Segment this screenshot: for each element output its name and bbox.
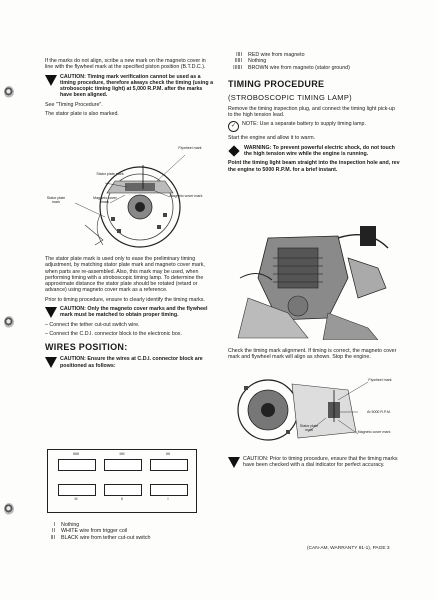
check-alignment-text: Check the timing mark alignment. If timing is correct, the magneto cover mark and flywheel mark will align as shown. Stop the engine. [228, 348, 397, 361]
caution-text: CAUTION: Timing mark verification cannot be used as a timing procedure, therefore always check the timing (using a stroboscopic timing light) at 5,000 R.P.M. after the marks have been aligned. [60, 73, 214, 99]
page-footer: (CAN-AM, WARRANTY 81-1), PAGE 3 [307, 546, 390, 551]
warning-icon [228, 145, 239, 156]
slot-label: IIIII [119, 452, 125, 456]
slot-label: II [121, 497, 123, 501]
caution-icon [45, 75, 57, 86]
timing-procedure-heading: TIMING PROCEDURE [228, 78, 325, 89]
slot-label: III [74, 497, 78, 501]
flywheel-mark-label-2: Flywheel mark [368, 378, 392, 382]
at-5000-rpm-label: At 5000 R.P.M. [367, 410, 391, 414]
note-text: NOTE: Use a separate battery to supply timing lamp. [242, 121, 366, 128]
connector-slot [104, 484, 142, 496]
right-column-mid [228, 348, 400, 364]
punch-hole [4, 503, 14, 515]
legend-item: IIIIII BROWN wire from magneto (stator ground) [233, 64, 350, 71]
caution-text: CAUTION: Only the magneto cover marks and the flywheel mark must be matched to obtain proper timing. [60, 306, 208, 319]
stator-plate-mark-left-label: Stator plate mark [46, 196, 66, 204]
magneto-cover-mark-label-2: Magneto cover mark [357, 430, 391, 434]
punch-hole [4, 316, 14, 328]
left-column [45, 58, 215, 120]
caution-block-4 [228, 456, 400, 469]
note-block [228, 121, 400, 132]
bullet-cdi: – Connect the C.D.I. connector block to the electronic box. [45, 330, 182, 337]
connector-slot [58, 484, 96, 496]
punch-hole [4, 86, 14, 98]
connector-slot [104, 459, 142, 471]
caution-icon [228, 457, 240, 468]
legend-item: I Nothing [53, 522, 80, 528]
note-icon: ✓ [228, 121, 239, 132]
warning-text: WARNING: To prevent powerful electric shock, do not touch the high tension wire while the engine is running. [244, 144, 395, 158]
connector-slot [150, 484, 188, 496]
right-column [228, 52, 400, 176]
stator-plate-mark-label: Stator plate mark [96, 172, 124, 176]
flywheel-mark-label: Flywheel mark [178, 146, 202, 150]
stator-marked-text: The stator plate is also marked. [45, 111, 119, 118]
slot-label: IIII [166, 452, 170, 456]
engine-timing-light-photo [228, 218, 400, 340]
slot-label: IIIIII [73, 452, 79, 456]
caution-text: CAUTION: Ensure the wires at C.D.I. connector block are positioned as follows: [60, 356, 203, 369]
legend-item: IIIII Nothing [234, 58, 267, 65]
start-engine-text: Start the engine and allow it to warm. [228, 135, 316, 142]
magneto-cover-mark-label: Magneto cover mark [93, 196, 117, 204]
slot-label: I [167, 497, 169, 501]
wires-heading: WIRES POSITION: [45, 342, 128, 353]
point-light-text: Point the timing light beam straight into the inspection hole and, rev the engine to 5000 R.P.M. for a brief instant. [228, 160, 400, 173]
connector-slot [58, 459, 96, 471]
connector-slot [150, 459, 188, 471]
prior-text: Prior to timing procedure, ensure to clearly identify the timing marks. [45, 296, 205, 303]
caution-icon [45, 357, 57, 368]
stator-plate-mark-label-2: Stator plate mark [299, 424, 319, 432]
wire-legend-left [45, 522, 215, 541]
legend-item: III BLACK wire from tether cut-out switch [50, 534, 151, 541]
right-column-lower [228, 454, 400, 472]
caution-text: CAUTION: Prior to timing procedure, ensure that the timing marks have been checked with a dial indicator for perfect accuracy. [243, 456, 398, 469]
magneto-cover-mark-right-label: Magneto cover mark [169, 194, 203, 198]
legend-item: IIII RED wire from magneto [236, 52, 305, 58]
timing-procedure-subheading: (STROBOSCOPIC TIMING LAMP) [228, 92, 352, 102]
caution-icon [45, 307, 57, 318]
see-text: See "Timing Procedure". [45, 101, 103, 108]
remove-plug-text: Remove the timing inspection plug, and connect the timing light pick-up to the high tension lead. [228, 105, 395, 119]
intro-text: If the marks do not align, scribe a new mark on the magneto cover in line with the flywheel mark at the specified piston position (B.T.D.C.). [45, 58, 206, 71]
stator-paragraph: The stator plate mark is used only to ease the preliminary timing adjustment, by matching stator plate mark and magneto cover mark, when parts are re-assembled. Also, this mark may be used, when performing timing with a stroboscopic timing lamp. To determine the approximate distance the stator plate should be rotated (retard or advance) using magneto cover mark as a reference. [45, 256, 205, 294]
warning-block [228, 145, 400, 158]
legend-item: II WHITE wire from trigger coil [52, 528, 128, 535]
left-column-lower [45, 256, 215, 372]
caution-block [45, 74, 215, 99]
caution-block-2 [45, 306, 215, 319]
bullet-tether: – Connect the tether cut-out switch wire. [45, 321, 140, 328]
cdi-connector-diagram [47, 449, 197, 513]
caution-block-3 [45, 356, 215, 369]
